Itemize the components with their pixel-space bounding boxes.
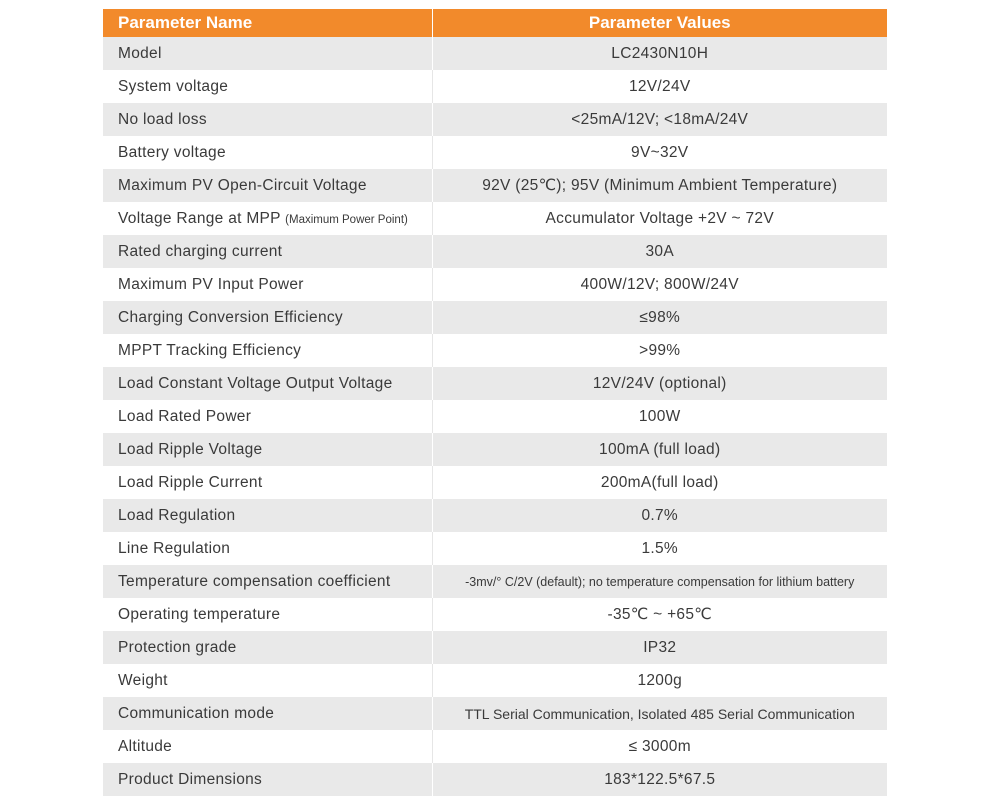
row-name: Load Rated Power <box>103 400 432 433</box>
table-row <box>103 565 887 598</box>
table-row <box>103 763 887 796</box>
row-value: -35℃ ~ +65℃ <box>432 598 887 631</box>
row-value: Accumulator Voltage +2V ~ 72V <box>432 202 887 235</box>
row-name: Maximum PV Open-Circuit Voltage <box>103 169 432 202</box>
table-row <box>103 400 887 433</box>
row-value: 0.7% <box>432 499 887 532</box>
row-value: ≤98% <box>432 301 887 334</box>
row-name: No load loss <box>103 103 432 136</box>
row-value: 30A <box>432 235 887 268</box>
row-value: >99% <box>432 334 887 367</box>
table-row <box>103 433 887 466</box>
row-name: Load Ripple Voltage <box>103 433 432 466</box>
table-row <box>103 631 887 664</box>
table-row <box>103 730 887 763</box>
table-row <box>103 37 887 70</box>
table-row <box>103 70 887 103</box>
table-row <box>103 301 887 334</box>
table-row <box>103 466 887 499</box>
row-value: 200mA(full load) <box>432 466 887 499</box>
row-name: Product Dimensions <box>103 763 432 796</box>
row-value: 100W <box>432 400 887 433</box>
spec-table <box>103 9 887 796</box>
table-header-row <box>103 9 887 37</box>
row-name: Maximum PV Input Power <box>103 268 432 301</box>
row-value: <25mA/12V; <18mA/24V <box>432 103 887 136</box>
row-value: 12V/24V (optional) <box>432 367 887 400</box>
row-value: 1.5% <box>432 532 887 565</box>
row-value: 400W/12V; 800W/24V <box>432 268 887 301</box>
row-name-cell <box>103 202 432 235</box>
row-name: Battery voltage <box>103 136 432 169</box>
table-row <box>103 598 887 631</box>
row-name: Load Ripple Current <box>103 466 432 499</box>
table-row <box>103 235 887 268</box>
row-name: Charging Conversion Efficiency <box>103 301 432 334</box>
row-name: Protection grade <box>103 631 432 664</box>
table-row <box>103 664 887 697</box>
row-value: 100mA (full load) <box>432 433 887 466</box>
row-name: Load Constant Voltage Output Voltage <box>103 367 432 400</box>
row-name: Model <box>103 37 432 70</box>
row-name: Altitude <box>103 730 432 763</box>
header-parameter-name: Parameter Name <box>103 9 432 37</box>
row-name: Voltage Range at MPP <box>118 209 281 227</box>
row-value: 9V~32V <box>432 136 887 169</box>
row-name: MPPT Tracking Efficiency <box>103 334 432 367</box>
table-row <box>103 334 887 367</box>
table-row <box>103 367 887 400</box>
row-name: Load Regulation <box>103 499 432 532</box>
row-value: LC2430N10H <box>432 37 887 70</box>
row-value: -3mv/° C/2V (default); no temperature compensation for lithium battery <box>432 565 887 598</box>
row-value: ≤ 3000m <box>432 730 887 763</box>
row-name: Communication mode <box>103 697 432 730</box>
header-parameter-values: Parameter Values <box>432 9 887 37</box>
table-row <box>103 136 887 169</box>
row-name: Temperature compensation coefficient <box>103 565 432 598</box>
table-row <box>103 169 887 202</box>
row-name: Operating temperature <box>103 598 432 631</box>
row-name-note: (Maximum Power Point) <box>285 213 408 226</box>
row-value: 12V/24V <box>432 70 887 103</box>
row-name: System voltage <box>103 70 432 103</box>
table-row <box>103 268 887 301</box>
row-name: Rated charging current <box>103 235 432 268</box>
row-name: Line Regulation <box>103 532 432 565</box>
row-value: 92V (25℃); 95V (Minimum Ambient Temperature) <box>432 169 887 202</box>
row-value: 1200g <box>432 664 887 697</box>
table-row <box>103 103 887 136</box>
row-value: TTL Serial Communication, Isolated 485 Serial Communication <box>432 697 887 730</box>
table-row <box>103 499 887 532</box>
table-row <box>103 202 887 235</box>
row-name: Weight <box>103 664 432 697</box>
row-value: IP32 <box>432 631 887 664</box>
table-row <box>103 532 887 565</box>
row-value: 183*122.5*67.5 <box>432 763 887 796</box>
table-row <box>103 697 887 730</box>
